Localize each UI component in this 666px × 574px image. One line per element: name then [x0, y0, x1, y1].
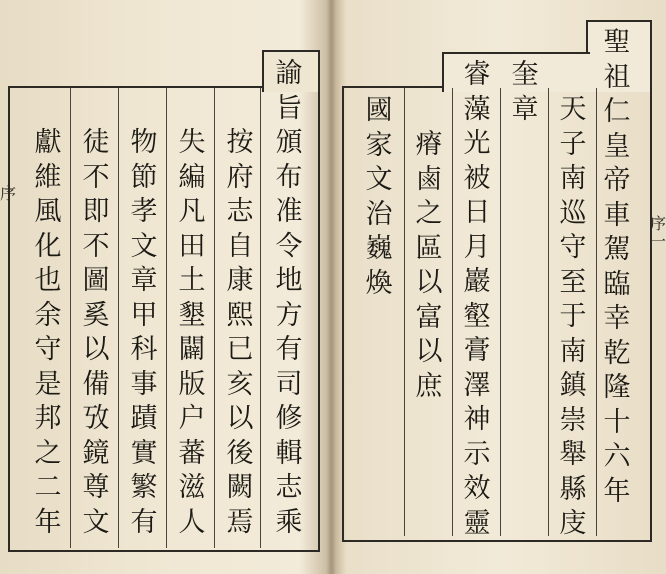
right-column-2: 天 子 南 巡 守 至 于 南 鎮 崇 舉 縣 庋: [559, 94, 587, 539]
right-page: [334, 0, 666, 574]
right-column-1: 聖 祖 仁 皇 帝 車 駕 臨 幸 乾 隆 十 六 年: [603, 27, 631, 507]
left-edge-mark: 序: [0, 184, 17, 203]
right-column-6: 國 家 文 治 巍 煥: [365, 95, 393, 299]
right-edge-mark: 序一: [650, 214, 666, 251]
left-page: [0, 0, 332, 574]
left-column-1: 諭 旨 頒 布 准 令 地 方 有 司 修 輯 志 乘: [275, 58, 303, 538]
left-column-5: 徒 不 即 不 圖 奚 以 備 攷 鏡 尊 文: [82, 127, 110, 538]
right-column-4: 睿 藻 光 被 日 月 巖 壑 膏 澤 神 示 效 靈: [463, 59, 491, 539]
left-column-2: 按 府 志 自 康 熙 已 亥 以 後 闕 焉: [226, 127, 254, 538]
right-column-3: 奎 章: [511, 59, 539, 125]
left-column-3: 失 編 凡 田 土 墾 闢 版 户 蕃 滋 人: [178, 127, 206, 538]
right-column-5: 瘠 鹵 之 區 以 富 以 庶: [415, 129, 443, 402]
left-column-4: 物 節 孝 文 章 甲 科 事 蹟 實 繁 有: [130, 127, 158, 538]
left-column-6: 獻 維 風 化 也 余 守 是 邦 之 二 年: [34, 127, 62, 538]
